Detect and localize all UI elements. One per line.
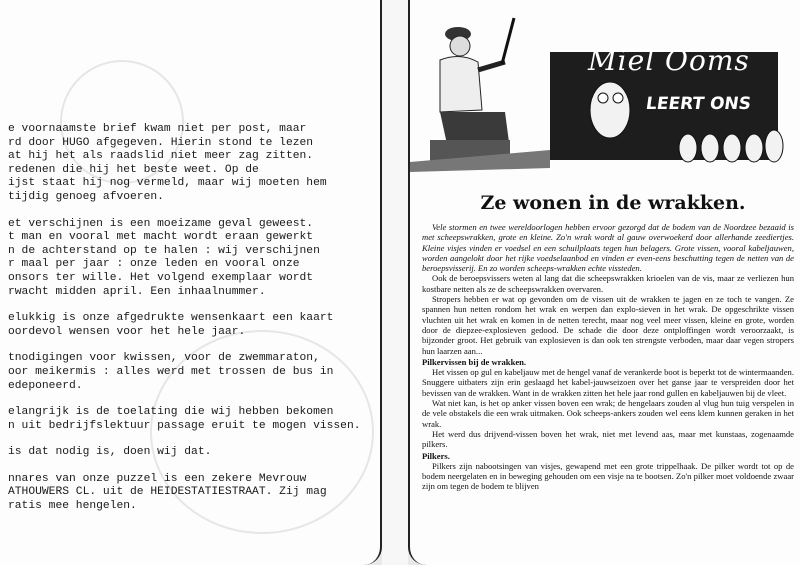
right-page bbox=[408, 0, 800, 565]
article-paragraph: Pilkers zijn nabootsingen van visjes, gewapend met een grote trippelhaak. De pilker wordt tot op de bodem neergelaten en in beweging gehouden om een visje na te bootsen. Zo'n pilker moet voldoende zwaar zijn om tegen de bodem te blijven bbox=[422, 460, 794, 492]
article-paragraph: Ook de beroepsvissers weten al lang dat die scheepswrakken krioelen van de vis, maar ze verliezen hun kostbare netten als ze de scheepswrakken overvaren. bbox=[422, 273, 794, 294]
typed-line: is dat nodig is, doen wij dat. bbox=[8, 446, 212, 459]
left-page bbox=[0, 0, 382, 565]
page-gutter bbox=[382, 0, 408, 565]
typed-line: n uit bedrijfslektuur passage eruit te mogen vissen. bbox=[8, 419, 361, 432]
typed-line: n de achterstand op te halen : wij verschijnen bbox=[8, 244, 320, 257]
typed-line: at hij het als raadslid niet meer zag zitten. bbox=[8, 150, 314, 163]
typed-paragraph bbox=[8, 406, 382, 433]
typed-paragraph bbox=[8, 312, 382, 339]
typed-line: t man en vooral met macht wordt eraan gewerkt bbox=[8, 231, 314, 244]
article-intro: Vele stormen en twee wereldoorlogen hebben ervoor gezorgd dat de bodem van de Noordzee bezaaid is met scheepswrakken, grote en kleine. Zo'n wrak wordt al gauw overwoekerd door allerhande zeediertjes. Kleine visjes vinden er voedsel en een schuilplaats tegen hun belagers. Grote vissen, vooral kabeljauwen, worden aangelokt door het rijke voedselaanbod en vinden er even-eens beschutting tegen de netten van de beroepsvisserij. En zo worden scheeps-wrakken echte vissteden. bbox=[422, 222, 794, 274]
typed-line: ratis mee hengelen. bbox=[8, 500, 137, 513]
typed-line: elukkig is onze afgedrukte wensenkaart een kaart bbox=[8, 312, 334, 325]
typed-line: edeponeerd. bbox=[8, 379, 83, 392]
typed-line: tnodigingen voor kwissen, voor de zwemmaraton, bbox=[8, 352, 320, 365]
typed-line: nnares van onze puzzel is een zekere Mevrouw bbox=[8, 472, 307, 485]
typed-line: et verschijnen is een moeizame geval geweest. bbox=[8, 217, 314, 230]
typed-line: elangrijk is de toelating die wij hebben bekomen bbox=[8, 406, 334, 419]
article-paragraph: Wat niet kan, is het op anker vissen boven een wrak; de hengelaars zouden al vlug hun tuig verspelen in de vele obstakels die een wrak uitmaken. Ook scheeps-ankers zouden wel eens klem kunnen geraken in het wrak. bbox=[422, 398, 794, 429]
typed-line: tijdig genoeg afvoeren. bbox=[8, 190, 164, 203]
typed-line: rwacht midden april. Een inhaalnummer. bbox=[8, 285, 266, 298]
typed-letter-text bbox=[8, 123, 382, 527]
article-title: Ze wonen in de wrakken. bbox=[480, 192, 746, 214]
typed-line: rd door HUGO afgegeven. Hierin stond te lezen bbox=[8, 136, 314, 149]
article-paragraph: Het werd dus drijvend-vissen boven het wrak, niet met levend aas, maar met kunstaas, zogenaamde pilkers. bbox=[422, 428, 794, 450]
section-heading: Pilkervissen bij de wrakken. bbox=[422, 356, 527, 367]
article-paragraph: Stropers hebben er wat op gevonden om de vissen uit de wrakken te jagen en ze toch te vangen. Ze spannen hun netten rondom het wrak en werpen dan explo-sieven in het wrak. De opgeschrikte vissen vluchten uit het wrak en komen in de netten terecht, maar nog veel meer vissen, kleine en grote, worden door de diepzee-explosieven gedood. De schade die door deze ontploffingen wordt veroorzaakt, is bijzonder groot. Het gebruik van explosieven is dan ook ten strengste verboden, maar daar vegen stropers hun laarzen aan... bbox=[422, 294, 794, 356]
banner-subtitle: LEERT ONS bbox=[644, 94, 753, 114]
typed-line: oordevol wensen voor het hele jaar. bbox=[8, 325, 246, 338]
typed-line: redenen die hij het beste weet. Op de bbox=[8, 163, 259, 176]
typed-line: ATHOUWERS CL. uit de HEIDESTATIESTRAAT. Zij mag bbox=[8, 486, 327, 499]
banner-title: Miel Ooms bbox=[588, 44, 750, 77]
typed-paragraph bbox=[8, 352, 382, 393]
typed-line: e voornaamste brief kwam niet per post, maar bbox=[8, 123, 307, 135]
typed-paragraph bbox=[8, 446, 382, 460]
typed-paragraph bbox=[8, 473, 382, 514]
typed-paragraph bbox=[8, 123, 382, 205]
article-body bbox=[422, 222, 794, 492]
fisherman-illustration bbox=[410, 18, 550, 172]
typed-line: r maal per jaar : onze leden en vooral onze bbox=[8, 258, 300, 271]
article-paragraph: Het vissen op gul en kabeljauw met de hengel vanaf de verankerde boot is beperkt tot de wintermaanden. Snuggere uitbaters zijn erin geslaagd het kabel-jauwseizoen over het ganse jaar te verspreiden door het bevissen van de wrakken. Want in de wrakken zitten het hele jaar rond gullen en kabeljauwen bij de vleet. bbox=[422, 367, 794, 398]
typed-line: onsors ter wille. Het volgend exemplaar wordt bbox=[8, 271, 314, 284]
typed-line: oor meikermis : alles werd met trossen de bus in bbox=[8, 365, 334, 378]
section-heading: Pilkers. bbox=[422, 450, 450, 461]
typed-paragraph bbox=[8, 218, 382, 300]
typed-line: ijst staat hij nog vermeld, maar wij moeten hem bbox=[8, 177, 327, 190]
